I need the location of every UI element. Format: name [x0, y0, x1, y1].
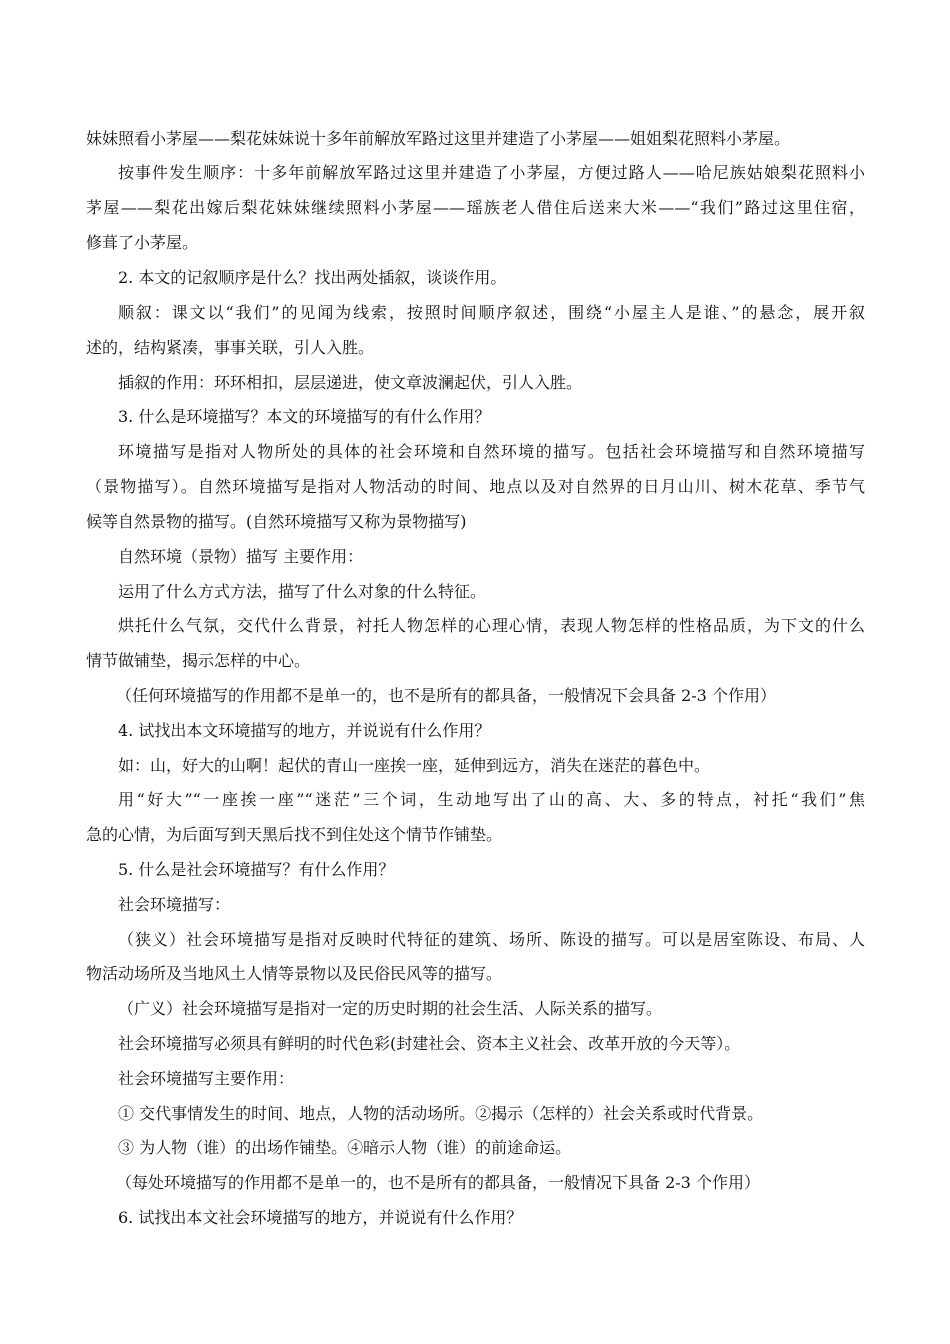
text-line: 顺叙：课文以“我们”的见闻为线索，按照时间顺序叙述，围绕“小屋主人是谁、”的悬念，展开叙: [118, 303, 865, 322]
heading-question-5: 5. 什么是社会环境描写？有什么作用？: [118, 860, 395, 879]
note-line: （每处环境描写的作用都不是单一的，也不是所有的都具备，一般情况下具备 2-3 个作用）: [116, 1173, 760, 1192]
text-line: 社会环境描写必须具有鲜明的时代色彩(封建社会、资本主义社会、改革开放的今天等）。: [118, 1034, 741, 1053]
text-line: 候等自然景物的描写。(自然环境描写又称为景物描写): [86, 512, 467, 531]
text-line: 烘托什么气氛，交代什么背景，衬托人物怎样的心理心情，表现人物怎样的性格品质，为下文的什么: [118, 616, 865, 635]
text-line: （广义）社会环境描写是指对一定的历史时期的社会生活、人际关系的描写。: [118, 999, 663, 1018]
text-line: 用“好大”“一座挨一座”“迷茫”三个词，生动地写出了山的高、大、多的特点，衬托“我们”焦: [118, 790, 865, 809]
text-line: 物活动场所及当地风土人情等景物以及民俗民风等的描写。: [86, 964, 503, 983]
text-line: 述的，结构紧凑，事事关联，引人入胜。: [86, 338, 375, 357]
text-line: 运用了什么方式方法，描写了什么对象的什么特征。: [118, 582, 487, 601]
heading-question-2: 2. 本文的记叙顺序是什么？找出两处插叙，谈谈作用。: [118, 268, 507, 287]
text-line: 妹妹照看小茅屋——梨花妹妹说十多年前解放军路过这里并建造了小茅屋——姐姐梨花照料小茅屋。: [86, 129, 791, 148]
text-line: 按事件发生顺序：十多年前解放军路过这里并建造了小茅屋，方便过路人——哈尼族姑娘梨花照料小: [118, 163, 865, 182]
text-line: 社会环境描写：: [118, 895, 231, 914]
text-line: 自然环境（景物）描写 主要作用：: [118, 547, 364, 566]
heading-question-4: 4. 试找出本文环境描写的地方，并说说有什么作用？: [118, 721, 491, 740]
text-line: （景物描写）。自然环境描写是指对人物活动的时间、地点以及对自然界的日月山川、树木花草、季节气: [86, 477, 865, 496]
text-line: 社会环境描写主要作用：: [118, 1069, 295, 1088]
text-line: 如：山，好大的山啊！起伏的青山一座挨一座，延伸到远方，消失在迷茫的暮色中。: [118, 756, 711, 775]
text-line: ③ 为人物（谁）的出场作铺垫。④暗示人物（谁）的前途命运。: [118, 1138, 572, 1157]
text-line: 修葺了小茅屋。: [86, 233, 199, 252]
note-line: （任何环境描写的作用都不是单一的，也不是所有的都具备，一般情况下会具备 2-3 个作用）: [116, 686, 776, 705]
text-line: 情节做铺垫，揭示怎样的中心。: [86, 651, 311, 670]
text-line: ① 交代事情发生的时间、地点，人物的活动场所。②揭示（怎样的）社会关系或时代背景。: [118, 1104, 764, 1123]
text-line: 茅屋——梨花出嫁后梨花妹妹继续照料小茅屋——瑶族老人借住后送来大米——“我们”路过这里住宿，: [86, 198, 865, 217]
heading-question-3: 3. 什么是环境描写？本文的环境描写的有什么作用？: [118, 407, 491, 426]
text-line: 环境描写是指对人物所处的具体的社会环境和自然环境的描写。包括社会环境描写和自然环境描写: [118, 442, 865, 461]
text-line: 插叙的作用：环环相扣，层层递进，使文章波澜起伏，引人入胜。: [118, 373, 583, 392]
heading-question-6: 6. 试找出本文社会环境描写的地方，并说说有什么作用？: [118, 1208, 523, 1227]
text-line: （狭义）社会环境描写是指对反映时代特征的建筑、场所、陈设的描写。可以是居室陈设、布局、人: [118, 930, 865, 949]
text-line: 急的心情，为后面写到天黑后找不到住处这个情节作铺垫。: [86, 825, 503, 844]
